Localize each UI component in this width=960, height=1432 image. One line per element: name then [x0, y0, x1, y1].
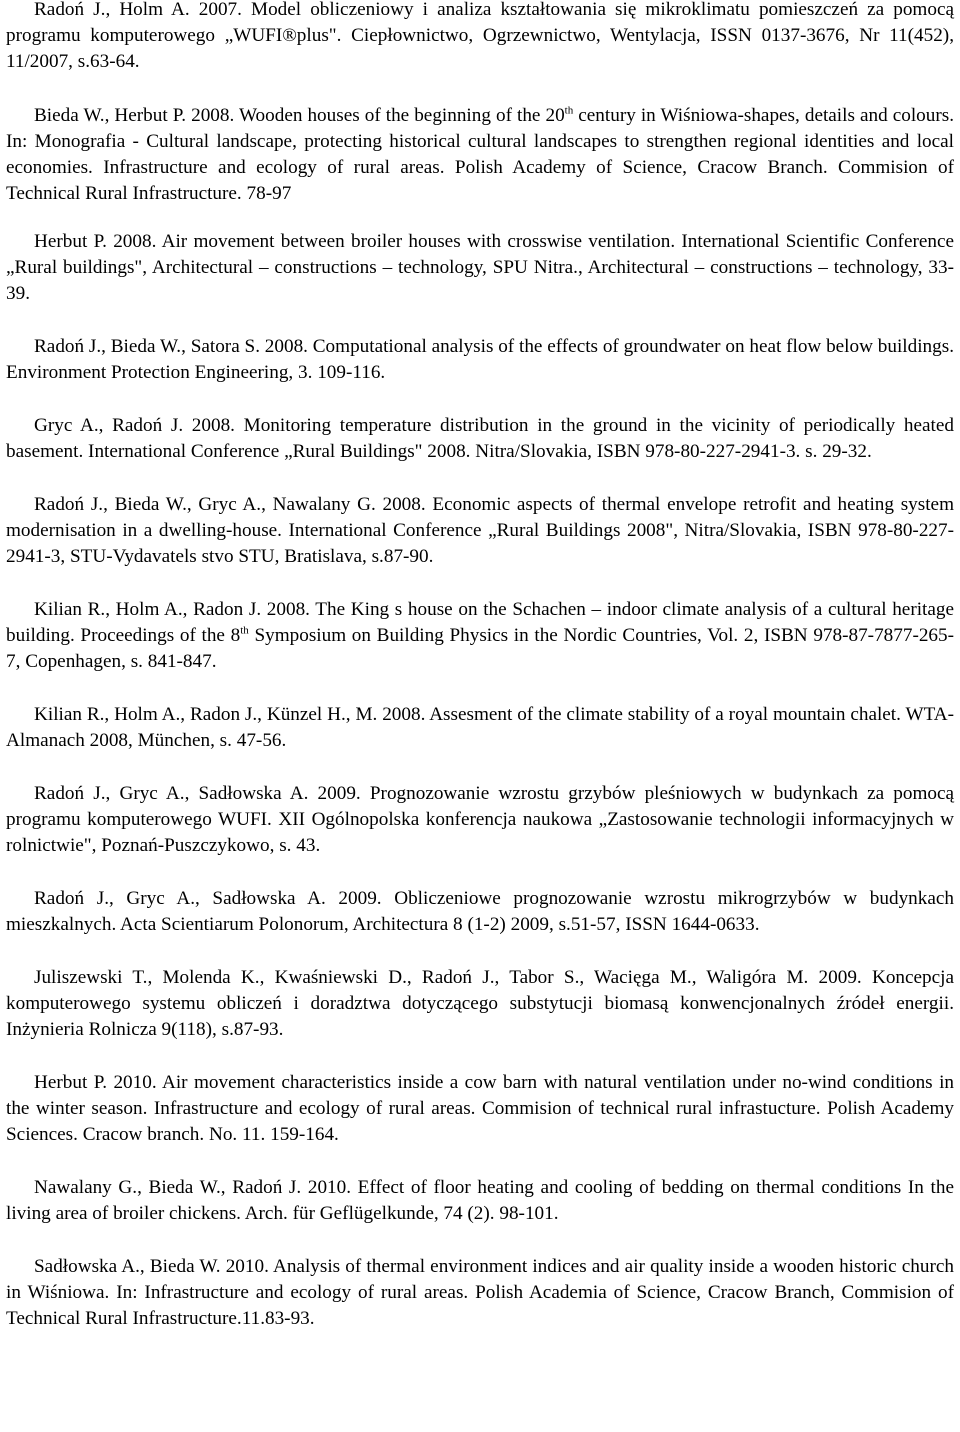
reference-radon-holm-2007: Radoń J., Holm A. 2007. Model obliczeniowy i analiza kształtowania się mikroklimatu pomieszczeń za pomocą programu komputerowego „WUFI®plus". Ciepłownictwo, Ogrzewnictwo, Wentylacja, ISSN 0137-3676, Nr 11(452), 11/2007, s.63-64. — [6, 0, 954, 72]
superscript: th — [240, 624, 249, 637]
reference-juliszewski-2009: Juliszewski T., Molenda K., Kwaśniewski D., Radoń J., Tabor S., Wacięga M., Waligóra M. 2009. Koncepcja komputerowego systemu obliczeń i doradztwa dotyczącego substytucji biomasą konwencjonalnych źródeł energii. Inżynieria Rolnicza 9(118), s.87-93. — [6, 967, 954, 1040]
reference-kilian-holm-radon-2008 — [6, 597, 954, 675]
reference-gryc-radon-2008: Gryc A., Radoń J. 2008. Monitoring temperature distribution in the ground in the vicinity of periodically heated basement. International Conference „Rural Buildings" 2008. Nitra/Slovakia, ISBN 978-80-227-2941-3. s. 29-32. — [6, 415, 954, 462]
reference-herbut-2008: Herbut P. 2008. Air movement between broiler houses with crosswise ventilation. International Scientific Conference „Rural buildings", Architectural – constructions – technology, SPU Nitra., Architectural – constructions – technology, 33-39. — [6, 231, 954, 304]
reference-text-part: Kilian R., Holm A., Radon J. 2008. The King s house on the Schachen – indoor climate analysis of a cultural heritage building. Proceedings of the 8 — [6, 599, 954, 646]
superscript: th — [564, 104, 574, 117]
reference-text-part: century in Wiśniowa-shapes, details and colours. In: Monografia - Cultural landscape, protecting historical cultural landscapes to strengthen regional identities and local economies. Infrastructure and ecology of rural areas. Polish Academy of Science, Cracow Branch. Commision of Technical Rural Infrastructure. 78-97 — [6, 105, 954, 204]
reference-radon-bieda-satora-2008: Radoń J., Bieda W., Satora S. 2008. Computational analysis of the effects of groundwater on heat flow below buildings. Environment Protection Engineering, 3. 109-116. — [6, 336, 954, 383]
reference-sadlowska-bieda-2010: Sadłowska A., Bieda W. 2010. Analysis of thermal environment indices and air quality inside a wooden historic church in Wiśniowa. In: Infrastructure and ecology of rural areas. Polish Academia of Science, Cracow Branch, Commision of Technical Rural Infrastructure.11.83-93. — [6, 1256, 954, 1329]
reference-bieda-herbut-2008 — [6, 103, 954, 207]
reference-text-part: Symposium on Building Physics in the Nordic Countries, Vol. 2, ISBN 978-87-7877-265-7, Copenhagen, s. 841-847. — [6, 625, 955, 672]
reference-radon-bieda-gryc-nawalany-2008: Radoń J., Bieda W., Gryc A., Nawalany G. 2008. Economic aspects of thermal envelope retrofit and heating system modernisation in a dwelling-house. International Conference „Rural Buildings 2008", Nitra/Slovakia, ISBN 978-80-227-2941-3, STU-Vydavatels stvo STU, Bratislava, s.87-90. — [6, 494, 954, 567]
reference-kilian-holm-radon-kunzel-2008: Kilian R., Holm A., Radon J., Künzel H., M. 2008. Assesment of the climate stability of a royal mountain chalet. WTA-Almanach 2008, München, s. 47-56. — [6, 704, 954, 751]
reference-herbut-2010: Herbut P. 2010. Air movement characteristics inside a cow barn with natural ventilation under no-wind conditions in the winter season. Infrastructure and ecology of rural areas. Commision of technical rural infrastucture. Polish Academy Sciences. Cracow branch. No. 11. 159-164. — [6, 1072, 954, 1145]
reference-radon-gryc-sadlowska-2009b: Radoń J., Gryc A., Sadłowska A. 2009. Obliczeniowe prognozowanie wzrostu mikrogrzybów w budynkach mieszkalnych. Acta Scientiarum Polonorum, Architectura 8 (1-2) 2009, s.51-57, ISSN 1644-0633. — [6, 888, 954, 935]
reference-nawalany-2010: Nawalany G., Bieda W., Radoń J. 2010. Effect of floor heating and cooling of bedding on thermal conditions In the living area of broiler chickens. Arch. für Geflügelkunde, 74 (2). 98-101. — [6, 1177, 954, 1224]
reference-text-part: Bieda W., Herbut P. 2008. Wooden houses of the beginning of the 20 — [34, 105, 565, 126]
reference-radon-gryc-sadlowska-2009a: Radoń J., Gryc A., Sadłowska A. 2009. Prognozowanie wzrostu grzybów pleśniowych w budynkach za pomocą programu komputerowego WUFI. XII Ogólnopolska konferencja naukowa „Zastosowanie technologii informacyjnych w rolnictwie", Poznań-Puszczykowo, s. 43. — [6, 783, 954, 856]
